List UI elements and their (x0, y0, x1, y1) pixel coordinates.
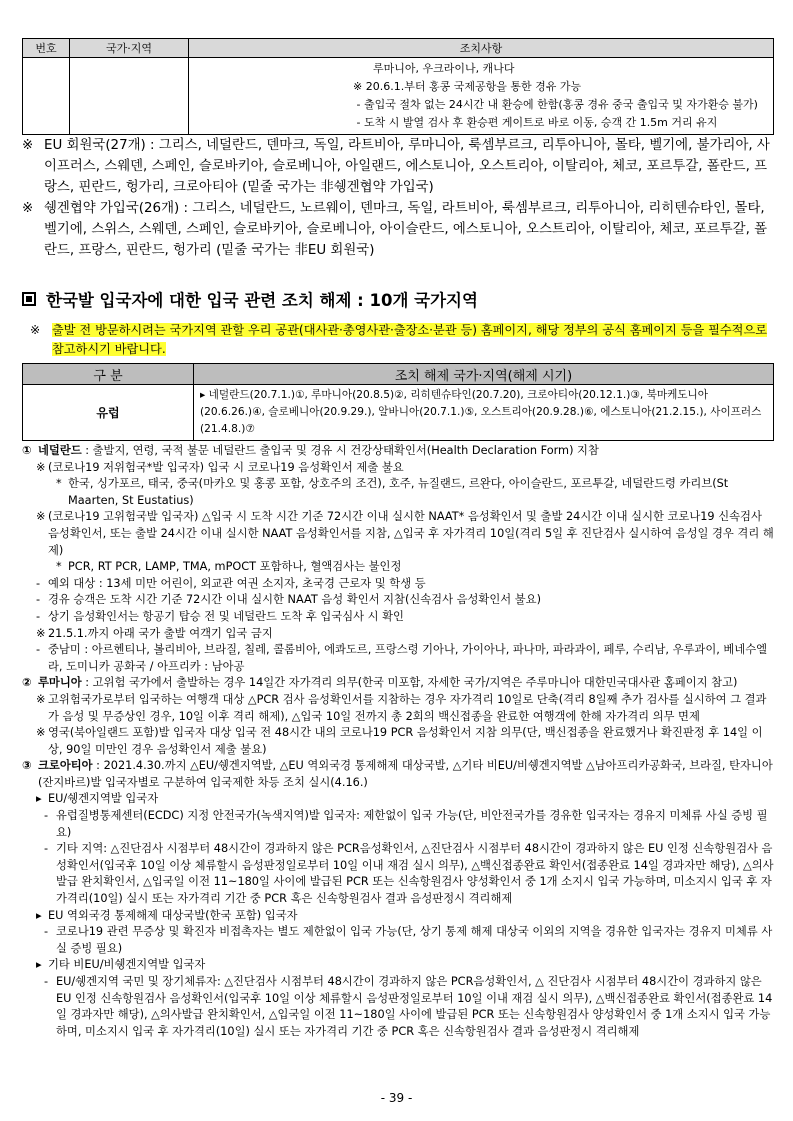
paragraph-text: 영국(북아일랜드 포함)발 입국자 대상 입국 전 48시간 내의 코로나19 PCR 음성확인서 지참 의무(단, 백신접종을 완료했거나 확진판정 후 14일 이상, 90일 미만인 경우 음성확인서 제출 불요) (48, 726, 763, 756)
paragraph-marker: ▸ (36, 908, 42, 922)
body-paragraph (22, 725, 774, 758)
paragraph-text: 경유 승객은 도착 시간 기준 72시간 이내 실시한 NAAT 음성 확인서 지참(신속검사 음성확인서 불요) (48, 593, 541, 607)
paragraph-text: : 2021.4.30.까지 △EU/쉥겐지역발, △EU 역외국경 통제해제 대상국발, △기타 비EU/비쉥겐지역발 △남아프리카공화국, 브라질, 탄자니아(잔지바르)발 입국자별로 구분하여 입국제한 차등 조치 실시(4.16.) (38, 759, 773, 789)
body-paragraph (22, 509, 774, 559)
paragraph-marker: ※ (36, 726, 46, 740)
country-notes (22, 135, 774, 261)
paragraph-content (48, 626, 273, 643)
paragraph-marker: - (44, 842, 49, 856)
paragraph-content (48, 692, 774, 725)
region-content: ▸ 네덜란드(20.7.1.)①, 루마니아(20.8.5)②, 리히텐슈타인(20.7.20), 크로아티아(20.12.1.)③, 북마케도니아(20.6.26.)④, 슬로베니아(20.9.29.), 알바니아(20.7.1.)⑤, 오스트리아(20.9.28.)⑥, 에스토니아(21.2.15.), 사이프러스(21.4.8.)⑦ (194, 385, 774, 441)
body-paragraph (22, 675, 774, 692)
body-paragraph (22, 924, 774, 957)
paragraph-text: EU/쉥겐지역발 입국자 (48, 792, 159, 806)
paragraph-marker: * (56, 560, 62, 574)
paragraph-text: 고위험국가로부터 입국하는 여행객 대상 △PCR 검사 음성확인서를 지참하는 경우 자가격리 10일로 단축(격리 8일째 추가 검사를 실시하여 그 결과가 음성 및 무증상인 경우, 10일 이후 격리 해제), △입국 10일 전까지 총 2회의 백신접종을 완료한 여행객에 한해 자가격리 의무 면제 (48, 692, 767, 723)
paragraph-marker: - (44, 925, 49, 939)
body-paragraph (22, 791, 774, 808)
paragraph-marker: - (44, 975, 49, 988)
paragraph-marker: ③ (22, 759, 32, 773)
paragraph-text: 한국, 싱가포르, 태국, 중국(마카오 및 홍콩 포함, 상호주의 조건), 호주, 뉴질랜드, 르완다, 아이슬란드, 포르투갈, 네덜란드령 카리브(St Maarten, St Eustatius) (68, 477, 729, 507)
body-paragraph (22, 692, 774, 725)
paragraph-text: : 출발지, 연령, 국적 불문 네덜란드 출입국 및 경유 시 건강상태확인서(Health Declaration Form) 지참 (81, 444, 599, 457)
paragraph-marker: - (36, 643, 41, 657)
measure-line: 루마니아, 우크라이나, 캐나다 (373, 62, 515, 75)
body-paragraph (22, 758, 774, 791)
note-mark: ※ (30, 323, 41, 337)
body-paragraph (22, 908, 774, 925)
paragraph-marker: ② (22, 676, 32, 690)
paragraph-content (48, 609, 404, 626)
paragraph-text: 기타 지역: △진단검사 시점부터 48시간이 경과하지 않은 PCR음성확인서, △진단검사 시점부터 48시간이 경과하지 않은 EU 인정 신속항원검사 음성확인서(입국후 10일 이상 체류할시 음성판정일로부터 10일 이내 재검 실시 의무), △백신접종완료 확인서(접종완료 14일 경과자만 해당), △의사발급 완치확인서, △입국일 이전 11~180일 사이에 발급된 PCR 또는 신속항원검사 양성확인서 중 1개 소지시 입국 가능하며, 미소지시 입국 후 자가격리(10일) 실시 또는 자가격리 기간 중 PCR 혹은 신속항원검사 결과 음성판정시 격리해제 (56, 842, 774, 906)
paragraph-content (48, 592, 541, 609)
paragraph-content (48, 725, 774, 758)
paragraph-text: 코로나19 관련 무증상 및 확진자 비접촉자는 별도 제한없이 입국 가능(단, 상기 통제 해제 대상국 이외의 지역을 경유한 입국자는 경유지 미체류 사실 증빙 필요) (56, 925, 773, 955)
paragraph-marker: ▸ (36, 792, 42, 806)
col-header-no: 번호 (23, 39, 70, 58)
paragraph-marker: ① (22, 444, 32, 457)
body-paragraph (22, 841, 774, 907)
paragraph-text: 상기 음성확인서는 항공기 탑승 전 및 네덜란드 도착 후 입국심사 시 확인 (48, 609, 404, 623)
paragraph-text: 기타 비EU/비쉥겐지역발 입국자 (48, 958, 206, 972)
paragraph-marker: - (36, 609, 41, 623)
paragraph-content (68, 559, 401, 576)
body-text (22, 443, 774, 1040)
body-paragraph (22, 957, 774, 974)
paragraph-content (38, 443, 599, 460)
paragraph-content (48, 460, 404, 477)
paragraph-text: EU/쉥겐지역 국민 및 장기체류자: △진단검사 시점부터 48시간이 경과하지 않은 PCR음성확인서, △ 진단검사 시점부터 48시간이 경과하지 않은 EU 인정 신속항원검사 음성확인서(입국후 10일 이상 체류할시 음성판정일로부터 10일 이내 재검 실시 의무), △백신접종완료 확인서(접종완료 14일 경과자만 해당), △의사발급 완치확인서, △입국일 이전 11~180일 사이에 발급된 PCR 또는 신속항원검사 양성확인서 중 1개 소지시 입국 가능하며, 미소지시 입국 후 자가격리(10일) 실시 또는 자가격리 기간 중 PCR 혹은 신속항원검사 결과 음성판정시 격리해제 (56, 975, 773, 1038)
section-title: 한국발 입국자에 대한 입국 관련 조치 해제 : 10개 국가지역 (46, 291, 478, 310)
page-number: - 39 - (380, 1091, 413, 1105)
paragraph-content (48, 791, 158, 808)
paragraph-marker: - (36, 593, 41, 607)
paragraph-content (48, 642, 774, 675)
cell-measures (189, 58, 774, 135)
country-heading: 네덜란드 (38, 444, 82, 457)
paragraph-content (68, 476, 774, 509)
document-page (22, 38, 774, 1040)
paragraph-content (56, 924, 774, 957)
highlight-notice (22, 321, 774, 359)
paragraph-text: EU 역외국경 통제해제 대상국발(한국 포함) 입국자 (48, 908, 298, 922)
note-mark: ※ (22, 138, 34, 153)
paragraph-content (48, 509, 774, 559)
col-header-measures: 조치사항 (189, 39, 774, 58)
body-paragraph (22, 609, 774, 626)
cell-no (23, 58, 70, 135)
body-paragraph (22, 576, 774, 593)
body-paragraph (22, 808, 774, 841)
schengen-members-note: 쉥겐협약 가입국(26개) : 그리스, 네덜란드, 노르웨이, 덴마크, 독일, 라트비아, 룩셈부르크, 리투아니아, 리히텐슈타인, 몰타, 벨기에, 스위스, 스웨덴, 스페인, 슬로바키아, 슬로베니아, 아이슬란드, 에스토니아, 오스트리아, 이탈리아, 체코, 포르투갈, 폴란드, 프랑스, 핀란드, 헝가리 (밑줄 국가는 非EU 회원국) (44, 201, 768, 258)
paragraph-text: (코로나19 고위험국발 입국자) △입국 시 도착 시간 기준 72시간 이내 실시한 NAAT* 음성확인서 및 출발 24시간 이내 실시한 코로나19 신속검사 음성확인서, 또는 출발 24시간 이내 실시한 NAAT 음성확인서를 지참, △입국 후 자가격리 10일(격리 5일 후 진단검사 실시하여 음성일 경우 격리 해제) (48, 510, 774, 557)
paragraph-text: 중남미 : 아르헨티나, 볼리비아, 브라질, 칠레, 콜롬비아, 에콰도르, 프랑스령 기아나, 가이아나, 파나마, 파라과이, 페루, 수리남, 우루과이, 베네수엘라, 도미니카 공화국 / 아프리카 : 남아공 (48, 643, 768, 673)
lifted-measures-table (22, 363, 774, 441)
paragraph-marker: ▸ (36, 958, 42, 972)
paragraph-marker: ※ (36, 510, 46, 524)
col-header-lifted: 조치 해제 국가·지역(해제 시기) (194, 364, 774, 385)
paragraph-marker: ※ (36, 626, 46, 640)
cell-country (70, 58, 189, 135)
body-paragraph (22, 642, 774, 675)
paragraph-content (56, 974, 774, 1040)
note-mark: ※ (22, 201, 34, 216)
paragraph-content (48, 576, 426, 593)
paragraph-content (56, 841, 774, 907)
paragraph-marker: - (44, 809, 49, 823)
section-heading (22, 287, 774, 311)
body-paragraph (22, 626, 774, 643)
paragraph-content (48, 908, 298, 925)
body-paragraph (22, 460, 774, 477)
paragraph-marker: ※ (36, 460, 46, 474)
body-paragraph (22, 974, 774, 1040)
paragraph-content (56, 808, 774, 841)
paragraph-marker: - (36, 576, 41, 590)
body-paragraph (22, 559, 774, 576)
measure-line: ※ 20.6.1.부터 홍콩 국제공항을 통한 경유 가능 (353, 80, 582, 93)
measures-table (22, 38, 774, 135)
country-heading: 크로아티아 (38, 759, 93, 773)
measure-line: - 출입국 절차 없는 24시간 내 환승에 한함(홍콩 경유 중국 출입국 및 자가환승 불가) (353, 98, 758, 111)
paragraph-text: 예외 대상 : 13세 미만 어린이, 외교관 여권 소지자, 초국경 근로자 및 학생 등 (48, 576, 426, 590)
measure-line: - 도착 시 발열 검사 후 환승편 게이트로 바로 이동, 승객 간 1.5m 거리 유지 (353, 116, 718, 129)
highlight-text: 출발 전 방문하시려는 국가지역 관할 우리 공관(대사관·총영사관·출장소·분관 등) 홈페이지, 해당 정부의 공식 홈페이지 등을 필수적으로 참고하시기 바랍니다. (52, 323, 767, 356)
body-paragraph (22, 592, 774, 609)
col-header-category: 구 분 (23, 364, 194, 385)
body-paragraph (22, 476, 774, 509)
country-heading: 루마니아 (38, 676, 82, 690)
eu-members-note: EU 회원국(27개) : 그리스, 네덜란드, 덴마크, 독일, 라트비아, 루마니아, 룩셈부르크, 리투아니아, 몰타, 벨기에, 불가리아, 사이프러스, 스웨덴, 스페인, 슬로바키아, 슬로베니아, 아일랜드, 에스토니아, 오스트리아, 이탈리아, 체코, 포르투갈, 폴란드, 프랑스, 핀란드, 헝가리, 크로아티아 (밑줄 국가는 非쉥겐협약 가입국) (44, 138, 770, 195)
col-header-country: 국가·지역 (70, 39, 189, 58)
paragraph-text: : 고위험 국가에서 출발하는 경우 14일간 자가격리 의무(한국 미포함, 자세한 국가/지역은 주루마니아 대한민국대사관 홈페이지 참고) (81, 676, 738, 690)
region-label: 유럽 (23, 385, 194, 441)
paragraph-text: PCR, RT PCR, LAMP, TMA, mPOCT 포함하나, 혈액검사는 불인정 (68, 560, 402, 574)
paragraph-content (48, 957, 205, 974)
paragraph-content (38, 675, 737, 692)
paragraph-marker: ※ (36, 692, 46, 706)
section-square-icon (22, 292, 36, 306)
paragraph-content (38, 758, 774, 791)
paragraph-text: 21.5.1.까지 아래 국가 출발 여객기 입국 금지 (48, 626, 273, 640)
paragraph-marker: * (56, 477, 62, 491)
paragraph-text: (코로나19 저위험국*발 입국자) 입국 시 코로나19 음성확인서 제출 불요 (48, 460, 404, 474)
body-paragraph (22, 443, 774, 460)
paragraph-text: 유럽질병통제센터(ECDC) 지정 안전국가(녹색지역)발 입국자: 제한없이 입국 가능(단, 비안전국가를 경유한 입국자는 경유지 미체류 사실 증빙 필요) (56, 809, 768, 839)
